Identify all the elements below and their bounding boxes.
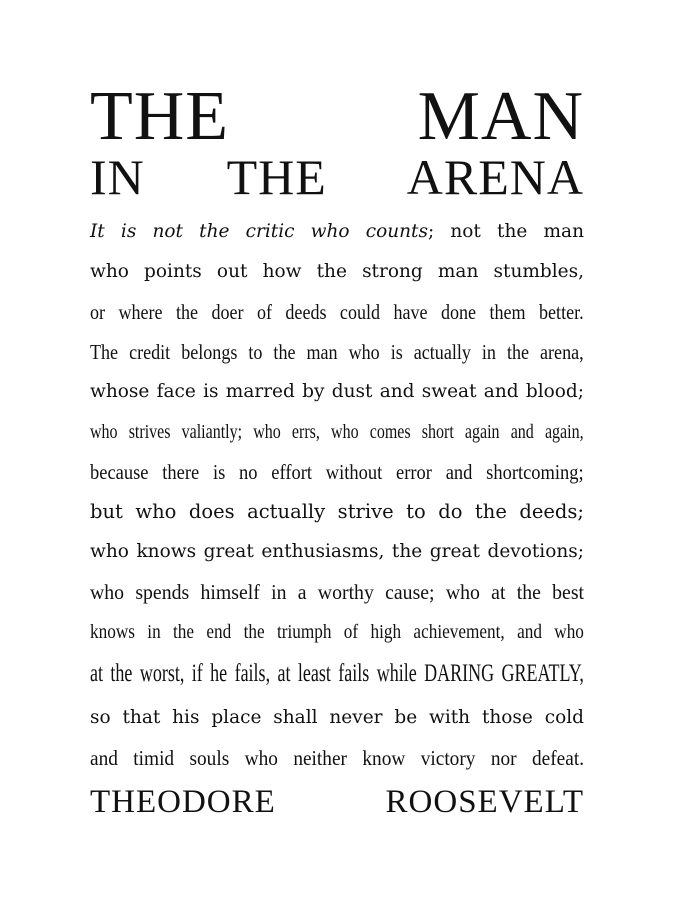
quote-line-6	[90, 412, 584, 452]
quote-line-5: whose face is marred by dust and sweat and blood;	[90, 381, 584, 402]
attribution: THEODORE ROOSEVELT	[90, 784, 584, 820]
quote-line-4	[90, 332, 584, 372]
title-line-2: IN THE ARENA	[90, 149, 584, 205]
quote-line-12	[90, 654, 584, 694]
quote-line-7-text: because there is no effort without error and shortcoming;	[90, 460, 584, 484]
quote-line-7	[90, 452, 584, 492]
title-line-1: THE MAN	[90, 78, 584, 155]
quote-line-8: but who does actually strive to do the deeds;	[90, 500, 584, 523]
quote-lead-rest: ; not the man	[427, 221, 584, 242]
quote-line-9: who knows great enthusiasms, the great devotions;	[90, 541, 584, 562]
quote-line-4-text: The credit belongs to the man who is actually in the arena,	[90, 340, 584, 364]
quote-line-10	[90, 572, 584, 612]
quote-line-1	[90, 212, 584, 252]
quote-line-11-text: knows in the end the triumph of high achievement, and who	[90, 621, 584, 643]
quote-line-14	[90, 738, 584, 778]
quote-line-3-text: or where the doer of deeds could have done them better.	[90, 300, 584, 324]
quote-line-10-text: who spends himself in a worthy cause; who at the best	[90, 580, 585, 604]
quote-line-3	[90, 292, 584, 332]
quote-line-13: so that his place shall never be with those cold	[90, 707, 584, 728]
quote-line-2: who points out how the strong man stumbles,	[90, 261, 584, 282]
quote-line-14-text: and timid souls who neither know victory nor defeat.	[90, 746, 585, 770]
quote-lead-italic: It is not the critic who counts	[90, 221, 428, 242]
quote-line-12-text: at the worst, if he fails, at least fails while DARING GREATLY,	[90, 660, 584, 687]
quote-line-6-text: who strives valiantly; who errs, who comes short again and again,	[90, 421, 584, 443]
quote-line-11	[90, 612, 584, 652]
